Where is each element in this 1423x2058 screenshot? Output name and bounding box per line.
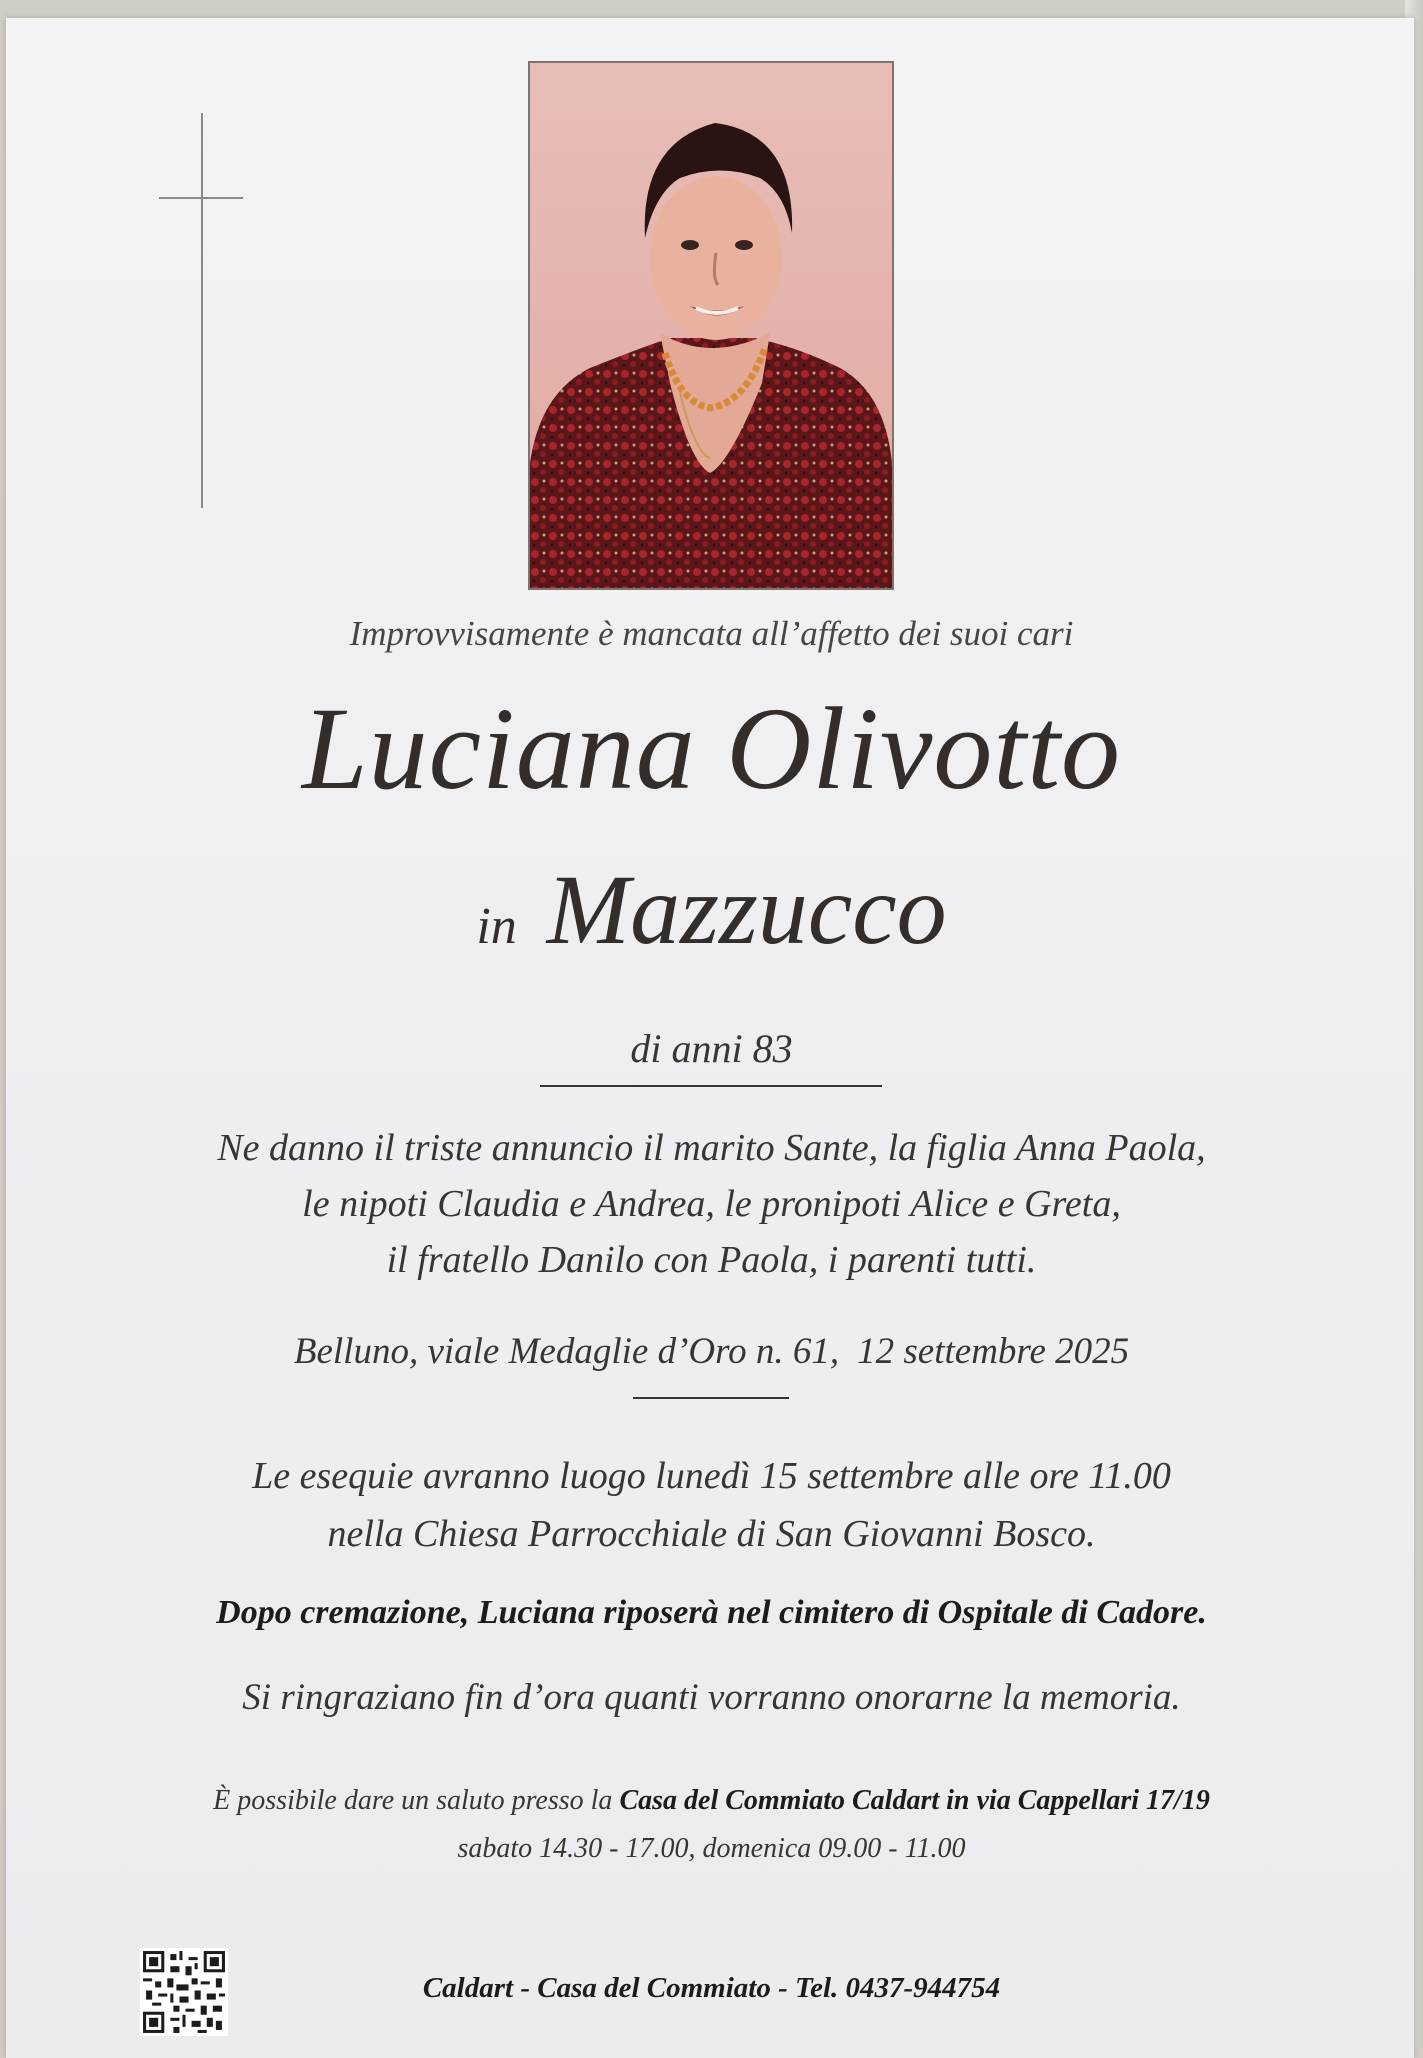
visit-paragraph [0, 1777, 1423, 1873]
thanks-line: Si ringraziano fin d’ora quanti vorranno onorarne la memoria. [242, 1677, 1181, 1718]
married-prefix: in [476, 898, 517, 955]
notice-date: 12 settembre 2025 [857, 1331, 1130, 1372]
married-name [0, 854, 1423, 965]
visit-hours: sabato 14.30 - 17.00, domenica 09.00 - 11.00 [457, 1833, 966, 1864]
deceased-name: Luciana Olivotto [301, 683, 1121, 814]
announcement-line: le nipoti Claudia e Andrea, le pronipoti Alice e Greta, [302, 1183, 1121, 1225]
cross-icon [201, 113, 203, 508]
visit-place: Casa del Commiato Caldart in via Cappellari 17/19 [619, 1785, 1210, 1816]
portrait-photo [528, 61, 894, 590]
age-line: di anni 83 [630, 1026, 793, 1071]
married-surname: Mazzucco [546, 854, 947, 965]
cremation-line: Dopo cremazione, Luciana riposerà nel cimitero di Ospitale di Cadore. [216, 1594, 1207, 1631]
location: Belluno, viale Medaglie d’Oro n. 61, [293, 1331, 840, 1372]
announcement-paragraph [0, 1120, 1423, 1288]
funeral-line: Le esequie avranno luogo lunedì 15 settembre alle ore 11.00 [252, 1455, 1171, 1497]
intro-line: Improvvisamente è mancata all’affetto dei suoi cari [349, 614, 1074, 653]
divider [633, 1397, 789, 1399]
portrait-illustration [530, 63, 892, 588]
visit-line [0, 1777, 1423, 1825]
location-date-line [0, 1330, 1423, 1373]
visit-prefix: È possibile dare un saluto presso la [213, 1785, 613, 1816]
funeral-line: nella Chiesa Parrocchiale di San Giovanni Bosco. [327, 1513, 1096, 1555]
announcement-line: Ne danno il triste annuncio il marito Sante, la figlia Anna Paola, [217, 1127, 1206, 1169]
divider [540, 1085, 882, 1087]
funeral-paragraph [0, 1447, 1423, 1563]
footer-contact: Caldart - Casa del Commiato - Tel. 0437-944754 [422, 1972, 1001, 2004]
cross-icon-bar [159, 197, 243, 199]
announcement-line: il fratello Danilo con Paola, i parenti tutti. [386, 1239, 1037, 1281]
